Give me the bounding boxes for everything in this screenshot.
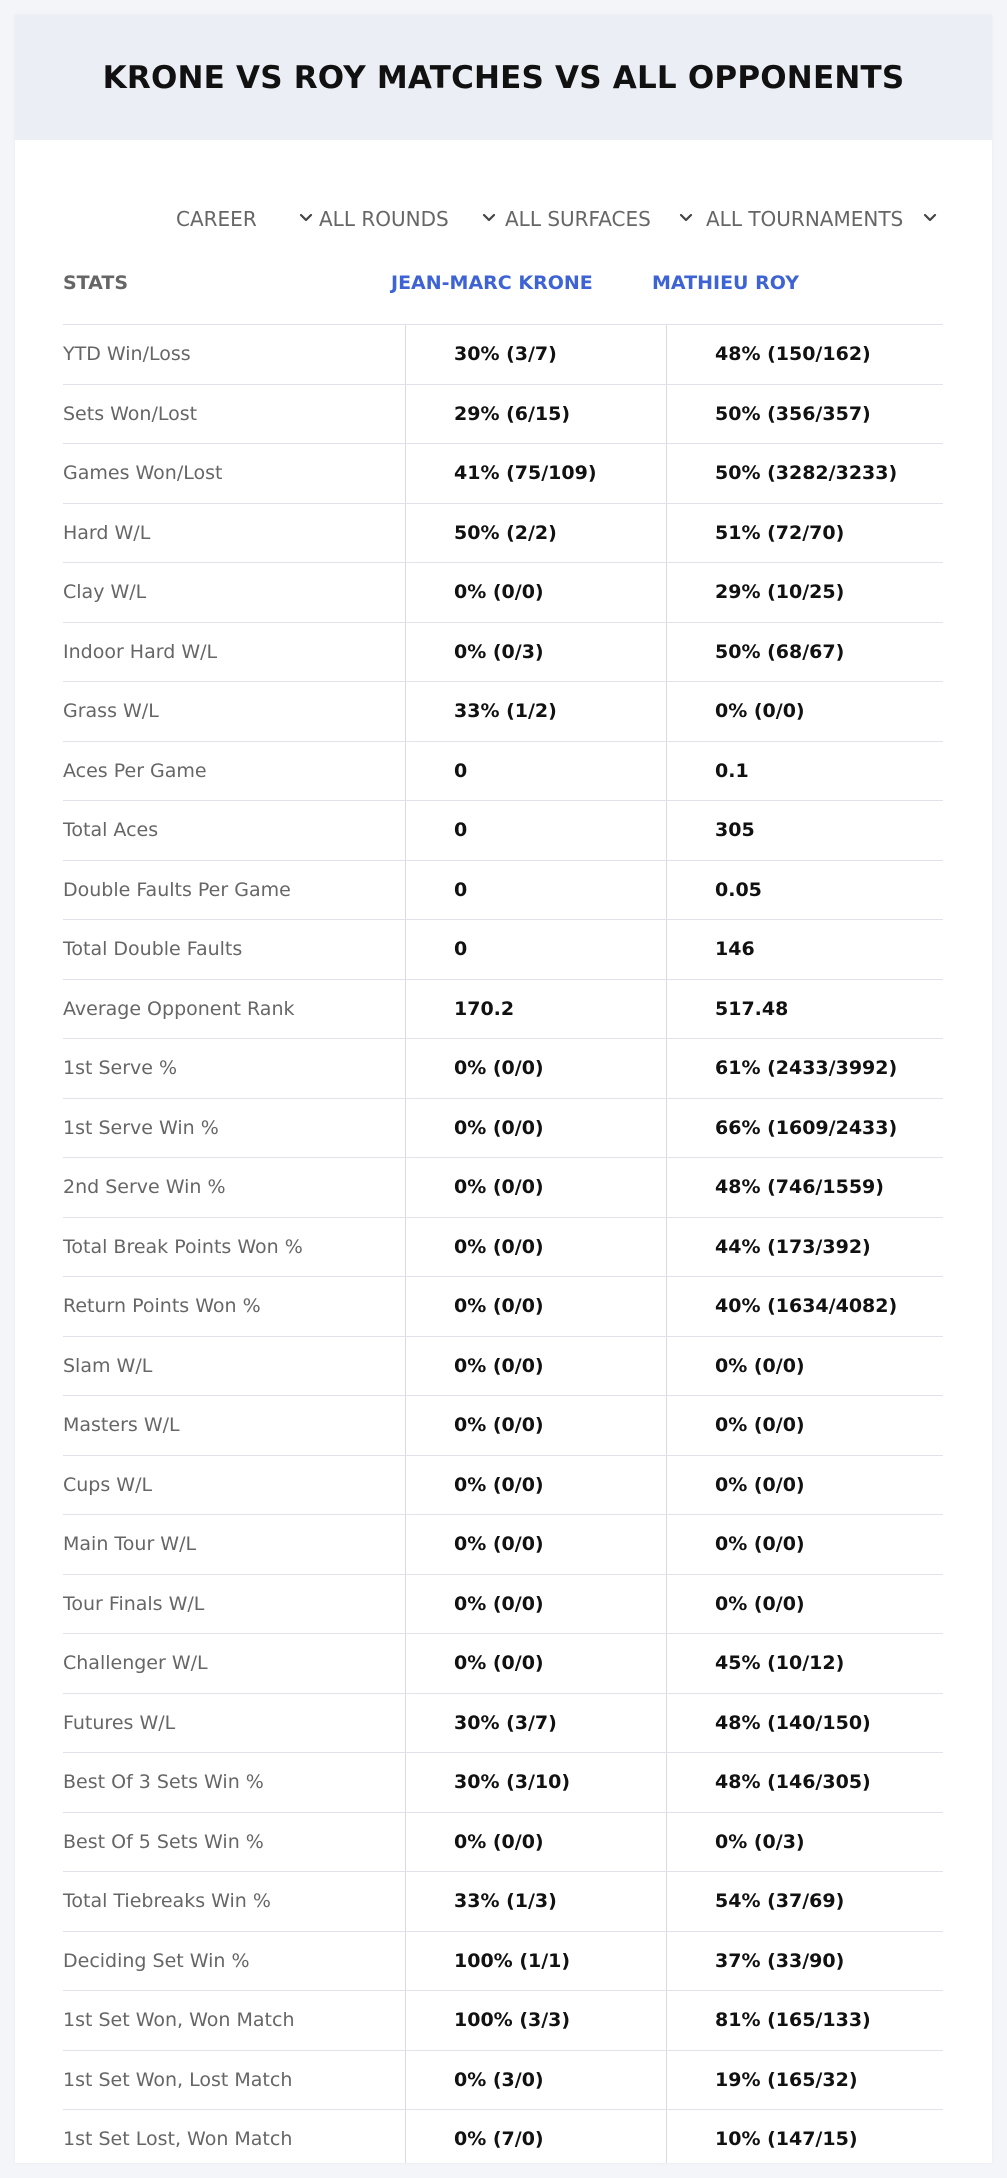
- column-divider: [666, 1694, 667, 1753]
- player2-value: 0% (0/0): [715, 1354, 805, 1377]
- column-divider: [666, 325, 667, 384]
- page-header: [15, 15, 992, 140]
- stat-label: 1st Serve Win %: [63, 1116, 219, 1139]
- player1-value: 50% (2/2): [454, 521, 557, 544]
- column-divider: [666, 1932, 667, 1991]
- player2-value: 517.48: [715, 997, 789, 1020]
- stat-label: Hard W/L: [63, 521, 151, 544]
- table-row: [63, 1991, 943, 2051]
- stat-label: 2nd Serve Win %: [63, 1176, 226, 1199]
- player1-value: 0% (0/0): [454, 1533, 544, 1556]
- column-divider: [666, 385, 667, 444]
- table-row: [63, 1039, 943, 1099]
- player1-value: 41% (75/109): [454, 462, 597, 485]
- filter-label: ALL SURFACES: [505, 207, 651, 231]
- stat-label: Slam W/L: [63, 1354, 153, 1377]
- column-divider: [666, 801, 667, 860]
- stat-label: Best Of 5 Sets Win %: [63, 1830, 264, 1853]
- table-row: [63, 742, 943, 802]
- table-row: [63, 623, 943, 683]
- column-divider: [666, 2051, 667, 2110]
- column-divider: [405, 2110, 406, 2163]
- player2-value: 0% (0/0): [715, 1592, 805, 1615]
- player2-value: 54% (37/69): [715, 1890, 845, 1913]
- table-row: [63, 1575, 943, 1635]
- stats-card: [15, 15, 992, 2163]
- column-divider: [405, 1515, 406, 1574]
- player2-value: 0% (0/0): [715, 1473, 805, 1496]
- table-row: [63, 1277, 943, 1337]
- column-divider: [666, 742, 667, 801]
- player1-value: 33% (1/3): [454, 1890, 557, 1913]
- player1-value: 0% (3/0): [454, 2068, 544, 2091]
- column-divider: [405, 980, 406, 1039]
- column-divider: [405, 444, 406, 503]
- column-divider: [666, 1396, 667, 1455]
- player2-value: 81% (165/133): [715, 2009, 871, 2032]
- filter-bar: [15, 191, 992, 247]
- player2-value: 10% (147/15): [715, 2128, 858, 2151]
- table-row: [63, 1396, 943, 1456]
- column-divider: [666, 1218, 667, 1277]
- player1-value: 0% (0/0): [454, 1057, 544, 1080]
- column-divider: [405, 563, 406, 622]
- player2-value: 50% (356/357): [715, 402, 871, 425]
- player1-value: 0% (0/0): [454, 1354, 544, 1377]
- column-divider: [666, 1813, 667, 1872]
- stat-label: Sets Won/Lost: [63, 402, 198, 425]
- stat-label: Grass W/L: [63, 700, 159, 723]
- table-row: [63, 682, 943, 742]
- stat-label: 1st Set Won, Lost Match: [63, 2068, 293, 2091]
- column-divider: [405, 1039, 406, 1098]
- table-row: [63, 1515, 943, 1575]
- player2-value: 45% (10/12): [715, 1652, 845, 1675]
- player2-value: 37% (33/90): [715, 1949, 845, 1972]
- column-divider: [405, 2051, 406, 2110]
- column-divider: [405, 504, 406, 563]
- player1-value: 0% (0/3): [454, 640, 544, 663]
- table-row: [63, 444, 943, 504]
- table-row: [63, 861, 943, 921]
- player1-value: 0% (0/0): [454, 1116, 544, 1139]
- chevron-down-icon: [297, 209, 315, 227]
- column-divider: [405, 1753, 406, 1812]
- column-divider: [666, 444, 667, 503]
- table-row: [63, 1932, 943, 1992]
- player1-value: 100% (3/3): [454, 2009, 571, 2032]
- column-divider: [405, 1456, 406, 1515]
- player1-value: 0% (7/0): [454, 2128, 544, 2151]
- header-stats: STATS: [63, 272, 129, 294]
- column-divider: [405, 920, 406, 979]
- table-row: [63, 1753, 943, 1813]
- stat-label: Games Won/Lost: [63, 462, 223, 485]
- player2-value: 50% (68/67): [715, 640, 845, 663]
- table-row: [63, 1456, 943, 1516]
- player2-value: 0% (0/0): [715, 1414, 805, 1437]
- player1-value: 0% (0/0): [454, 1592, 544, 1615]
- filter-rounds[interactable]: [319, 191, 449, 247]
- column-divider: [666, 1753, 667, 1812]
- column-divider: [405, 1991, 406, 2050]
- header-player2-link[interactable]: MATHIEU ROY: [652, 272, 799, 294]
- stat-label: Clay W/L: [63, 581, 147, 604]
- player2-value: 19% (165/32): [715, 2068, 858, 2091]
- column-divider: [405, 742, 406, 801]
- table-header: [63, 247, 943, 325]
- player1-value: 0% (0/0): [454, 1176, 544, 1199]
- player1-value: 0: [454, 878, 468, 901]
- table-body: [63, 325, 943, 2163]
- stat-label: 1st Set Lost, Won Match: [63, 2128, 293, 2151]
- chevron-down-icon: [480, 209, 498, 227]
- column-divider: [405, 1158, 406, 1217]
- column-divider: [405, 682, 406, 741]
- player2-value: 66% (1609/2433): [715, 1116, 898, 1139]
- player1-value: 170.2: [454, 997, 515, 1020]
- table-row: [63, 1099, 943, 1159]
- column-divider: [666, 563, 667, 622]
- player2-value: 48% (150/162): [715, 343, 871, 366]
- player1-value: 0% (0/0): [454, 1473, 544, 1496]
- player2-value: 0% (0/0): [715, 700, 805, 723]
- filter-label: ALL TOURNAMENTS: [706, 207, 904, 231]
- player1-value: 30% (3/7): [454, 343, 557, 366]
- stat-label: 1st Serve %: [63, 1057, 178, 1080]
- player1-value: 0: [454, 938, 468, 961]
- table-row: [63, 1813, 943, 1873]
- player2-value: 50% (3282/3233): [715, 462, 898, 485]
- player2-value: 48% (140/150): [715, 1711, 871, 1734]
- table-row: [63, 325, 943, 385]
- player1-value: 0% (0/0): [454, 581, 544, 604]
- column-divider: [405, 385, 406, 444]
- player2-value: 0.05: [715, 878, 762, 901]
- stat-label: Futures W/L: [63, 1711, 176, 1734]
- table-row: [63, 1872, 943, 1932]
- table-row: [63, 385, 943, 445]
- player2-value: 48% (746/1559): [715, 1176, 884, 1199]
- column-divider: [666, 1872, 667, 1931]
- column-divider: [666, 1039, 667, 1098]
- table-row: [63, 563, 943, 623]
- column-divider: [405, 1813, 406, 1872]
- stat-label: 1st Set Won, Won Match: [63, 2009, 295, 2032]
- stat-label: YTD Win/Loss: [63, 343, 191, 366]
- column-divider: [405, 1575, 406, 1634]
- stat-label: Best Of 3 Sets Win %: [63, 1771, 264, 1794]
- table-row: [63, 920, 943, 980]
- column-divider: [405, 1634, 406, 1693]
- player2-value: 40% (1634/4082): [715, 1295, 898, 1318]
- column-divider: [666, 1277, 667, 1336]
- player2-value: 305: [715, 819, 755, 842]
- player2-value: 0.1: [715, 759, 749, 782]
- column-divider: [666, 1515, 667, 1574]
- column-divider: [405, 1277, 406, 1336]
- table-row: [63, 1218, 943, 1278]
- column-divider: [405, 801, 406, 860]
- chevron-down-icon: [921, 209, 939, 227]
- filter-career[interactable]: [176, 191, 257, 247]
- table-row: [63, 1158, 943, 1218]
- filter-tournaments[interactable]: [706, 191, 903, 247]
- player2-value: 48% (146/305): [715, 1771, 871, 1794]
- column-divider: [666, 861, 667, 920]
- stat-label: Cups W/L: [63, 1473, 153, 1496]
- table-row: [63, 980, 943, 1040]
- column-divider: [666, 1337, 667, 1396]
- column-divider: [666, 504, 667, 563]
- column-divider: [405, 623, 406, 682]
- stat-label: Aces Per Game: [63, 759, 207, 782]
- filter-label: ALL ROUNDS: [319, 207, 449, 231]
- column-divider: [666, 1634, 667, 1693]
- table-row: [63, 1337, 943, 1397]
- column-divider: [666, 1158, 667, 1217]
- player1-value: 0% (0/0): [454, 1830, 544, 1853]
- column-divider: [405, 1932, 406, 1991]
- column-divider: [666, 1456, 667, 1515]
- player1-value: 0% (0/0): [454, 1235, 544, 1258]
- stat-label: Total Break Points Won %: [63, 1235, 303, 1258]
- table-row: [63, 1634, 943, 1694]
- page-title: KRONE VS ROY MATCHES VS ALL OPPONENTS: [102, 59, 905, 96]
- player1-value: 0: [454, 759, 468, 782]
- column-divider: [666, 623, 667, 682]
- column-divider: [405, 1396, 406, 1455]
- table-row: [63, 2051, 943, 2111]
- stat-label: Tour Finals W/L: [63, 1592, 205, 1615]
- player2-value: 0% (0/3): [715, 1830, 805, 1853]
- column-divider: [405, 861, 406, 920]
- player1-value: 30% (3/7): [454, 1711, 557, 1734]
- column-divider: [666, 980, 667, 1039]
- stat-label: Main Tour W/L: [63, 1533, 197, 1556]
- stats-table: [63, 247, 943, 2163]
- column-divider: [666, 1099, 667, 1158]
- column-divider: [405, 1218, 406, 1277]
- player1-value: 0: [454, 819, 468, 842]
- column-divider: [405, 1337, 406, 1396]
- column-divider: [666, 920, 667, 979]
- table-row: [63, 504, 943, 564]
- player1-value: 100% (1/1): [454, 1949, 571, 1972]
- stat-label: Indoor Hard W/L: [63, 640, 218, 663]
- stat-label: Masters W/L: [63, 1414, 180, 1437]
- stat-label: Total Tiebreaks Win %: [63, 1890, 271, 1913]
- player1-value: 0% (0/0): [454, 1652, 544, 1675]
- column-divider: [405, 1694, 406, 1753]
- header-player1-link[interactable]: JEAN-MARC KRONE: [391, 272, 593, 294]
- player2-value: 51% (72/70): [715, 521, 845, 544]
- stat-label: Total Aces: [63, 819, 159, 842]
- stat-label: Total Double Faults: [63, 938, 243, 961]
- stat-label: Return Points Won %: [63, 1295, 261, 1318]
- column-divider: [666, 1991, 667, 2050]
- filter-surfaces[interactable]: [505, 191, 651, 247]
- player1-value: 0% (0/0): [454, 1414, 544, 1437]
- table-row: [63, 2110, 943, 2163]
- column-divider: [666, 682, 667, 741]
- player2-value: 61% (2433/3992): [715, 1057, 898, 1080]
- filter-label: CAREER: [176, 207, 257, 231]
- player2-value: 0% (0/0): [715, 1533, 805, 1556]
- table-row: [63, 1694, 943, 1754]
- table-row: [63, 801, 943, 861]
- player2-value: 29% (10/25): [715, 581, 845, 604]
- player1-value: 29% (6/15): [454, 402, 571, 425]
- stat-label: Average Opponent Rank: [63, 997, 295, 1020]
- column-divider: [666, 1575, 667, 1634]
- player1-value: 30% (3/10): [454, 1771, 571, 1794]
- player1-value: 0% (0/0): [454, 1295, 544, 1318]
- player2-value: 44% (173/392): [715, 1235, 871, 1258]
- column-divider: [405, 1872, 406, 1931]
- player1-value: 33% (1/2): [454, 700, 557, 723]
- column-divider: [405, 1099, 406, 1158]
- stat-label: Deciding Set Win %: [63, 1949, 250, 1972]
- stat-label: Double Faults Per Game: [63, 878, 291, 901]
- column-divider: [666, 2110, 667, 2163]
- stat-label: Challenger W/L: [63, 1652, 208, 1675]
- chevron-down-icon: [677, 209, 695, 227]
- player2-value: 146: [715, 938, 755, 961]
- column-divider: [405, 325, 406, 384]
